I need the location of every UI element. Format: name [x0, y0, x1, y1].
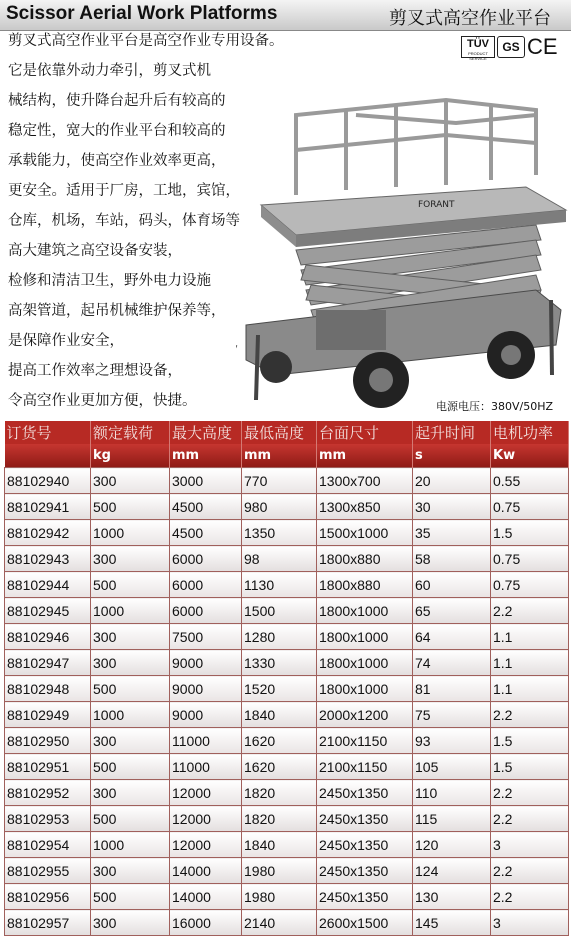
description-line: 高大建筑之高空设备安装， [8, 243, 182, 259]
table-cell: 1330 [242, 650, 317, 676]
table-cell: 12000 [170, 780, 242, 806]
table-cell: 3 [491, 832, 569, 858]
table-cell: 2.2 [491, 598, 569, 624]
table-row [5, 910, 569, 936]
brand-label: FORANT [418, 200, 455, 210]
table-cell: 35 [413, 520, 491, 546]
table-cell: 1620 [242, 754, 317, 780]
table-cell: 1130 [242, 572, 317, 598]
table-cell: 300 [91, 780, 170, 806]
scissor-lift-photo [236, 75, 571, 415]
table-cell: 3000 [170, 468, 242, 494]
table-cell: 500 [91, 572, 170, 598]
table-cell: 2100x1150 [317, 728, 413, 754]
table-cell: 0.55 [491, 468, 569, 494]
table-cell: 1840 [242, 702, 317, 728]
table-cell: 124 [413, 858, 491, 884]
column-unit: Kw [491, 444, 569, 468]
table-cell: 88102954 [5, 832, 91, 858]
table-cell: 300 [91, 468, 170, 494]
table-cell: 6000 [170, 572, 242, 598]
table-cell: 88102947 [5, 650, 91, 676]
table-row [5, 494, 569, 520]
table-cell: 2.2 [491, 884, 569, 910]
table-cell: 1800x1000 [317, 598, 413, 624]
column-unit: s [413, 444, 491, 468]
table-cell: 1620 [242, 728, 317, 754]
table-cell: 2450x1350 [317, 884, 413, 910]
table-cell: 300 [91, 910, 170, 936]
table-cell: 2.2 [491, 702, 569, 728]
description-line: 械结构，使升降台起升后有较高的 [8, 93, 226, 109]
column-unit: mm [242, 444, 317, 468]
description-line: 更安全。适用于厂房，工地，宾馆， [8, 183, 240, 199]
column-unit: kg [91, 444, 170, 468]
table-row [5, 598, 569, 624]
description-line: 它是依靠外动力牵引，剪叉式机 [8, 63, 211, 79]
gs-logo: GS [497, 36, 525, 58]
table-cell: 1.5 [491, 754, 569, 780]
table-cell: 9000 [170, 676, 242, 702]
table-cell: 300 [91, 728, 170, 754]
table-cell: 500 [91, 806, 170, 832]
table-cell: 6000 [170, 598, 242, 624]
table-cell: 980 [242, 494, 317, 520]
table-cell: 9000 [170, 650, 242, 676]
table-cell: 130 [413, 884, 491, 910]
table-cell: 1000 [91, 832, 170, 858]
table-cell: 1980 [242, 884, 317, 910]
table-cell: 2.2 [491, 858, 569, 884]
table-cell: 1820 [242, 780, 317, 806]
table-cell: 88102942 [5, 520, 91, 546]
ce-logo: CE [527, 34, 558, 59]
table-cell: 88102944 [5, 572, 91, 598]
description-line: 仓库，机场，车站，码头，体育场等 [8, 213, 240, 229]
table-cell: 88102941 [5, 494, 91, 520]
column-unit: mm [170, 444, 242, 468]
spec-table [4, 421, 568, 936]
table-row [5, 468, 569, 494]
column-header: 电机功率 [491, 421, 569, 444]
table-row [5, 728, 569, 754]
table-header-row [5, 421, 569, 444]
column-unit [5, 444, 91, 468]
table-cell: 12000 [170, 806, 242, 832]
table-cell: 1980 [242, 858, 317, 884]
page-title-en: Scissor Aerial Work Platforms [6, 3, 278, 24]
page-title-cn: 剪叉式高空作业平台 [389, 8, 551, 29]
table-cell: 1.1 [491, 624, 569, 650]
table-cell: 93 [413, 728, 491, 754]
table-cell: 11000 [170, 728, 242, 754]
description-line: 令高空作业更加方便，快捷。 [8, 393, 197, 409]
table-cell: 120 [413, 832, 491, 858]
table-cell: 88102943 [5, 546, 91, 572]
table-cell: 2.2 [491, 806, 569, 832]
table-row [5, 780, 569, 806]
table-cell: 20 [413, 468, 491, 494]
table-cell: 1000 [91, 520, 170, 546]
table-cell: 12000 [170, 832, 242, 858]
table-row [5, 754, 569, 780]
table-cell: 30 [413, 494, 491, 520]
table-cell: 500 [91, 754, 170, 780]
table-row [5, 858, 569, 884]
table-cell: 1300x700 [317, 468, 413, 494]
table-cell: 2450x1350 [317, 780, 413, 806]
table-cell: 88102949 [5, 702, 91, 728]
table-cell: 300 [91, 650, 170, 676]
table-cell: 88102952 [5, 780, 91, 806]
table-cell: 1840 [242, 832, 317, 858]
table-row [5, 702, 569, 728]
table-cell: 300 [91, 624, 170, 650]
table-cell: 4500 [170, 494, 242, 520]
table-cell: 1820 [242, 806, 317, 832]
table-row [5, 676, 569, 702]
column-header: 台面尺寸 [317, 421, 413, 444]
table-row [5, 624, 569, 650]
table-cell: 0.75 [491, 494, 569, 520]
table-cell: 88102948 [5, 676, 91, 702]
table-cell: 2450x1350 [317, 806, 413, 832]
table-cell: 2.2 [491, 780, 569, 806]
table-cell: 1520 [242, 676, 317, 702]
table-cell: 1.1 [491, 650, 569, 676]
description-line: 承载能力，使高空作业效率更高， [8, 153, 226, 169]
table-cell: 74 [413, 650, 491, 676]
table-cell: 81 [413, 676, 491, 702]
voltage-note: 电源电压：380V/50HZ [436, 400, 554, 413]
table-row [5, 884, 569, 910]
table-cell: 500 [91, 676, 170, 702]
description-line: 检修和清洁卫生，野外电力设施 [8, 273, 211, 289]
table-cell: 60 [413, 572, 491, 598]
table-cell: 1000 [91, 598, 170, 624]
table-cell: 9000 [170, 702, 242, 728]
table-cell: 88102950 [5, 728, 91, 754]
table-cell: 2140 [242, 910, 317, 936]
table-cell: 2450x1350 [317, 832, 413, 858]
title-bar [0, 0, 571, 31]
table-cell: 75 [413, 702, 491, 728]
table-cell: 1280 [242, 624, 317, 650]
table-cell: 14000 [170, 884, 242, 910]
table-body [5, 468, 569, 936]
table-cell: 88102946 [5, 624, 91, 650]
table-cell: 11000 [170, 754, 242, 780]
tuv-logo: TÜV PRODUCT SERVICE [461, 36, 495, 58]
table-cell: 16000 [170, 910, 242, 936]
table-cell: 64 [413, 624, 491, 650]
table-cell: 14000 [170, 858, 242, 884]
table-row [5, 806, 569, 832]
table-cell: 105 [413, 754, 491, 780]
column-header: 最大高度 [170, 421, 242, 444]
table-cell: 98 [242, 546, 317, 572]
table-row [5, 572, 569, 598]
table-cell: 0.75 [491, 546, 569, 572]
table-cell: 58 [413, 546, 491, 572]
table-cell: 1800x1000 [317, 676, 413, 702]
table-cell: 7500 [170, 624, 242, 650]
description-line: 稳定性，宽大的作业平台和较高的 [8, 123, 226, 139]
description-line: 提高工作效率之理想设备， [8, 363, 182, 379]
table-cell: 65 [413, 598, 491, 624]
table-cell: 110 [413, 780, 491, 806]
table-cell: 500 [91, 494, 170, 520]
table-cell: 145 [413, 910, 491, 936]
table-cell: 88102957 [5, 910, 91, 936]
table-row [5, 832, 569, 858]
table-cell: 1.5 [491, 520, 569, 546]
table-cell: 300 [91, 546, 170, 572]
table-row [5, 520, 569, 546]
description-line: 高架管道，起吊机械维护保养等， [8, 303, 226, 319]
description-line: 剪叉式高空作业平台是高空作业专用设备。 [8, 33, 284, 49]
column-header: 订货号 [5, 421, 91, 444]
table-cell: 1350 [242, 520, 317, 546]
certification-logos [461, 36, 561, 60]
description-line: 是保障作业安全， [8, 333, 124, 349]
table-cell: 88102953 [5, 806, 91, 832]
table-cell: 1500 [242, 598, 317, 624]
table-cell: 1800x1000 [317, 624, 413, 650]
table-cell: 115 [413, 806, 491, 832]
table-cell: 2600x1500 [317, 910, 413, 936]
table-units-row [5, 444, 569, 468]
table-cell: 1000 [91, 702, 170, 728]
table-cell: 1800x880 [317, 546, 413, 572]
table-cell: 1.1 [491, 676, 569, 702]
column-unit: mm [317, 444, 413, 468]
table-cell: 770 [242, 468, 317, 494]
table-cell: 2450x1350 [317, 858, 413, 884]
table-cell: 6000 [170, 546, 242, 572]
table-cell: 4500 [170, 520, 242, 546]
table-cell: 300 [91, 858, 170, 884]
table-cell: 1800x880 [317, 572, 413, 598]
table-cell: 88102945 [5, 598, 91, 624]
table-row [5, 650, 569, 676]
table-cell: 3 [491, 910, 569, 936]
table-cell: 88102940 [5, 468, 91, 494]
column-header: 最低高度 [242, 421, 317, 444]
column-header: 额定载荷 [91, 421, 170, 444]
table-row [5, 546, 569, 572]
table-cell: 1.5 [491, 728, 569, 754]
table-cell: 1800x1000 [317, 650, 413, 676]
table-cell: 88102955 [5, 858, 91, 884]
table-cell: 88102956 [5, 884, 91, 910]
table-cell: 0.75 [491, 572, 569, 598]
table-cell: 88102951 [5, 754, 91, 780]
table-cell: 1300x850 [317, 494, 413, 520]
table-cell: 2000x1200 [317, 702, 413, 728]
column-header: 起升时间 [413, 421, 491, 444]
table-cell: 500 [91, 884, 170, 910]
table-cell: 1500x1000 [317, 520, 413, 546]
table-cell: 2100x1150 [317, 754, 413, 780]
